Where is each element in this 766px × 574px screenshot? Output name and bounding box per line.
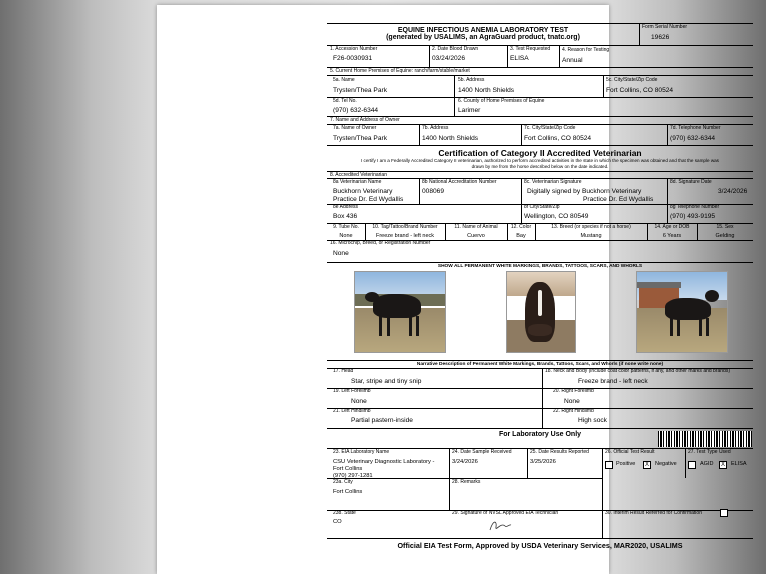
test-label: 3. Test Requested bbox=[510, 46, 551, 52]
neck-label: 18. Neck and Body (include coat color patterns, if any, and other marks and brands) bbox=[545, 368, 731, 374]
vet-name-line-1: Buckhorn Veterinary bbox=[333, 188, 393, 195]
premises-name-value: Trysten/Thea Park bbox=[333, 87, 387, 94]
date-reported-value: 3/25/2026 bbox=[530, 459, 556, 465]
breed-label: 13. Breed (or species if not a horse) bbox=[551, 224, 631, 230]
owner-tel-value: (970) 632-6344 bbox=[670, 135, 716, 142]
age-label: 14. Age or DOB bbox=[654, 224, 690, 230]
head-label: 17. Head bbox=[333, 368, 354, 374]
neck-value: Freeze brand - left neck bbox=[578, 378, 648, 385]
serial-value: 19626 bbox=[651, 34, 670, 41]
vet-city-label: 8f City/State/Zip bbox=[524, 204, 560, 210]
tube-label: 9. Tube No. bbox=[333, 224, 359, 230]
vet-address-label: 8e Address bbox=[333, 204, 359, 210]
certification-title: Certification of Category II Accredited Veterinarian bbox=[438, 148, 642, 158]
color-label: 12. Color bbox=[510, 224, 532, 230]
technician-signature bbox=[487, 518, 513, 534]
certification-text-2: drawn by me from the horse described below on the date indicated. bbox=[471, 164, 609, 169]
premises-label: 5. Current Home Premises of Equine: ranch/farm/stable/market bbox=[330, 68, 470, 74]
premises-tel-label: 5d. Tel No. bbox=[333, 98, 357, 104]
color-value: Bay bbox=[516, 233, 526, 239]
serial-label: Form Serial Number bbox=[642, 24, 688, 30]
reason-label: 4. Reason for Testing bbox=[562, 47, 610, 53]
head-value: Star, stripe and tiny snip bbox=[351, 378, 422, 385]
test-type-label: 27. Test Type Used bbox=[688, 449, 731, 455]
accession-value: F26-0030931 bbox=[333, 55, 373, 62]
lab-name-line-1: CSU Veterinary Diagnostic Laboratory - bbox=[333, 459, 435, 465]
vet-city-value: Wellington, CO 80549 bbox=[524, 213, 589, 220]
nan-label: 8b National Accreditation Number bbox=[422, 179, 497, 185]
right-hindlimb-value: High sock bbox=[578, 417, 607, 424]
premises-city-value: Fort Collins, CO 80524 bbox=[606, 87, 674, 94]
remarks-label: 28. Remarks bbox=[452, 479, 481, 485]
tube-value: None bbox=[339, 233, 353, 239]
technician-signature-label: 29. Signature of NVSL Approved EIA Technician bbox=[452, 510, 559, 516]
horse-photo-right-side bbox=[636, 271, 728, 353]
right-hindlimb-label: 22. Right Hindlimb bbox=[553, 408, 594, 414]
vet-section-label: 8. Accredited Veterinarian bbox=[330, 172, 387, 178]
owner-name-label: 7a. Name of Owner bbox=[333, 125, 377, 131]
sigdate-label: 8d. Signature Date bbox=[670, 179, 712, 185]
lab-use-header: For Laboratory Use Only bbox=[498, 431, 582, 438]
vet-tel-value: (970) 493-9195 bbox=[670, 213, 716, 220]
lab-city-value: Fort Collins bbox=[333, 489, 363, 495]
agid-label: AGID bbox=[700, 461, 714, 467]
owner-address-value: 1400 North Shields bbox=[422, 135, 479, 142]
owner-tel-label: 7d. Telephone Number bbox=[670, 125, 721, 131]
accession-label: 1. Accession Number bbox=[330, 46, 378, 52]
vet-tel-label: 8g Telephone Number bbox=[670, 204, 720, 210]
premises-address-value: 1400 North Shields bbox=[458, 87, 515, 94]
lab-name-line-2: Fort Collins bbox=[333, 466, 363, 472]
date-drawn-value: 03/24/2026 bbox=[432, 55, 466, 62]
eia-form bbox=[327, 23, 753, 558]
brand-label: 10. Tag/Tattoo/Brand Number bbox=[372, 224, 438, 230]
vet-name-label: 8a Veterinarian Name bbox=[333, 179, 382, 185]
interim-checkbox[interactable] bbox=[720, 509, 728, 517]
animal-name-label: 11. Name of Animal bbox=[454, 224, 498, 230]
test-value: ELISA bbox=[510, 55, 529, 62]
premises-city-label: 5c. City/State/Zip Code bbox=[606, 77, 658, 83]
elisa-label: ELISA bbox=[731, 461, 747, 467]
sex-value: Gelding bbox=[715, 233, 735, 239]
certification-text-1: I certify I am a Federally Accredited Category II veterinarian, authorized to perform accredited activities in the state in which the specimen was obtained and that the sample was bbox=[361, 158, 719, 163]
photos-header: SHOW ALL PERMANENT WHITE MARKINGS, BRANDS, TATTOOS, SCARS, AND WHORLS bbox=[437, 264, 643, 269]
breed-value: Mustang bbox=[580, 233, 602, 239]
markings-header: Narrative Description of Permanent White Markings, Brands, Tattoos, Scars, and Whorls (if none write none) bbox=[416, 362, 664, 367]
premises-address-label: 5b. Address bbox=[458, 77, 485, 83]
positive-label: Positive bbox=[616, 461, 636, 467]
date-received-label: 24. Date Sample Received bbox=[452, 449, 512, 455]
positive-checkbox[interactable] bbox=[605, 461, 613, 469]
lab-state-value: CO bbox=[333, 519, 342, 525]
barcode bbox=[658, 431, 752, 447]
form-title: EQUINE INFECTIOUS ANEMIA LABORATORY TEST bbox=[397, 27, 569, 34]
left-forelimb-label: 19. Left Forelimb bbox=[333, 388, 371, 394]
nan-value: 008069 bbox=[422, 188, 445, 195]
lab-city-label: 23a. City bbox=[333, 479, 353, 485]
sex-label: 15. Sex bbox=[716, 224, 734, 230]
right-forelimb-value: None bbox=[564, 398, 580, 405]
test-result-label: 26. Official Test Result bbox=[605, 449, 655, 455]
vet-address-value: Box 436 bbox=[333, 213, 358, 220]
lab-state-label: 23b. State bbox=[333, 510, 356, 516]
negative-checkbox[interactable]: X bbox=[644, 462, 649, 468]
premises-name-label: 5a. Name bbox=[333, 77, 355, 83]
right-forelimb-label: 20. Right Forelimb bbox=[553, 388, 594, 394]
microchip-label: 16. Microchip, Breed, or Registration Number bbox=[330, 240, 431, 246]
vet-name-line-2: Practice Dr. Ed Wydallis bbox=[333, 196, 404, 203]
animal-name-value: Cuervo bbox=[467, 233, 485, 239]
left-hindlimb-label: 21. Left Hindlimb bbox=[333, 408, 371, 414]
form-footer: Official EIA Test Form, Approved by USDA Veterinary Services, MAR2020, USALIMS bbox=[397, 541, 683, 550]
vet-signature-label: 8c. Veterinarian Signature bbox=[524, 179, 582, 185]
horse-photo-face bbox=[506, 271, 576, 353]
negative-label: Negative bbox=[655, 461, 677, 467]
sigdate-value: 3/24/2026 bbox=[718, 188, 748, 195]
vet-signature-line-2: Practice Dr. Ed Wydallis bbox=[583, 196, 654, 203]
agid-checkbox[interactable] bbox=[688, 461, 696, 469]
county-value: Larimer bbox=[458, 107, 481, 114]
form-subtitle: (generated by USALIMS, an AgraGuard product, tnatc.org) bbox=[386, 34, 580, 41]
elisa-checkbox[interactable]: X bbox=[720, 462, 725, 468]
horse-photo-left-side bbox=[354, 271, 446, 353]
date-reported-label: 25. Date Results Reported bbox=[530, 449, 589, 455]
lab-name-line-3: (970) 297-1281 bbox=[333, 473, 373, 479]
brand-value: Freeze brand - left neck bbox=[375, 233, 435, 239]
date-received-value: 3/24/2026 bbox=[452, 459, 478, 465]
owner-city-label: 7c. City/State/Zip Code bbox=[524, 125, 576, 131]
age-value: 6 Years bbox=[662, 233, 682, 239]
date-drawn-label: 2. Date Blood Drawn bbox=[432, 46, 479, 52]
premises-tel-value: (970) 632-6344 bbox=[333, 107, 379, 114]
owner-address-label: 7b. Address bbox=[422, 125, 449, 131]
vet-signature-line-1: Digitally signed by Buckhorn Veterinary bbox=[527, 188, 642, 195]
reason-value: Annual bbox=[562, 57, 583, 64]
interim-result-label: 30. Interim Result Referred for Confirmation bbox=[605, 510, 702, 516]
form-page bbox=[157, 5, 748, 574]
owner-city-value: Fort Collins, CO 80524 bbox=[524, 135, 592, 142]
microchip-value: None bbox=[333, 250, 349, 257]
owner-name-value: Trysten/Thea Park bbox=[333, 135, 387, 142]
owner-section-label: 7. Name and Address of Owner bbox=[330, 117, 400, 123]
left-forelimb-value: None bbox=[351, 398, 367, 405]
left-hindlimb-value: Partial pastern-inside bbox=[351, 417, 413, 424]
county-label: 6. County of Home Premises of Equine bbox=[458, 98, 545, 104]
lab-name-label: 23. EIA Laboratory Name bbox=[333, 449, 390, 455]
